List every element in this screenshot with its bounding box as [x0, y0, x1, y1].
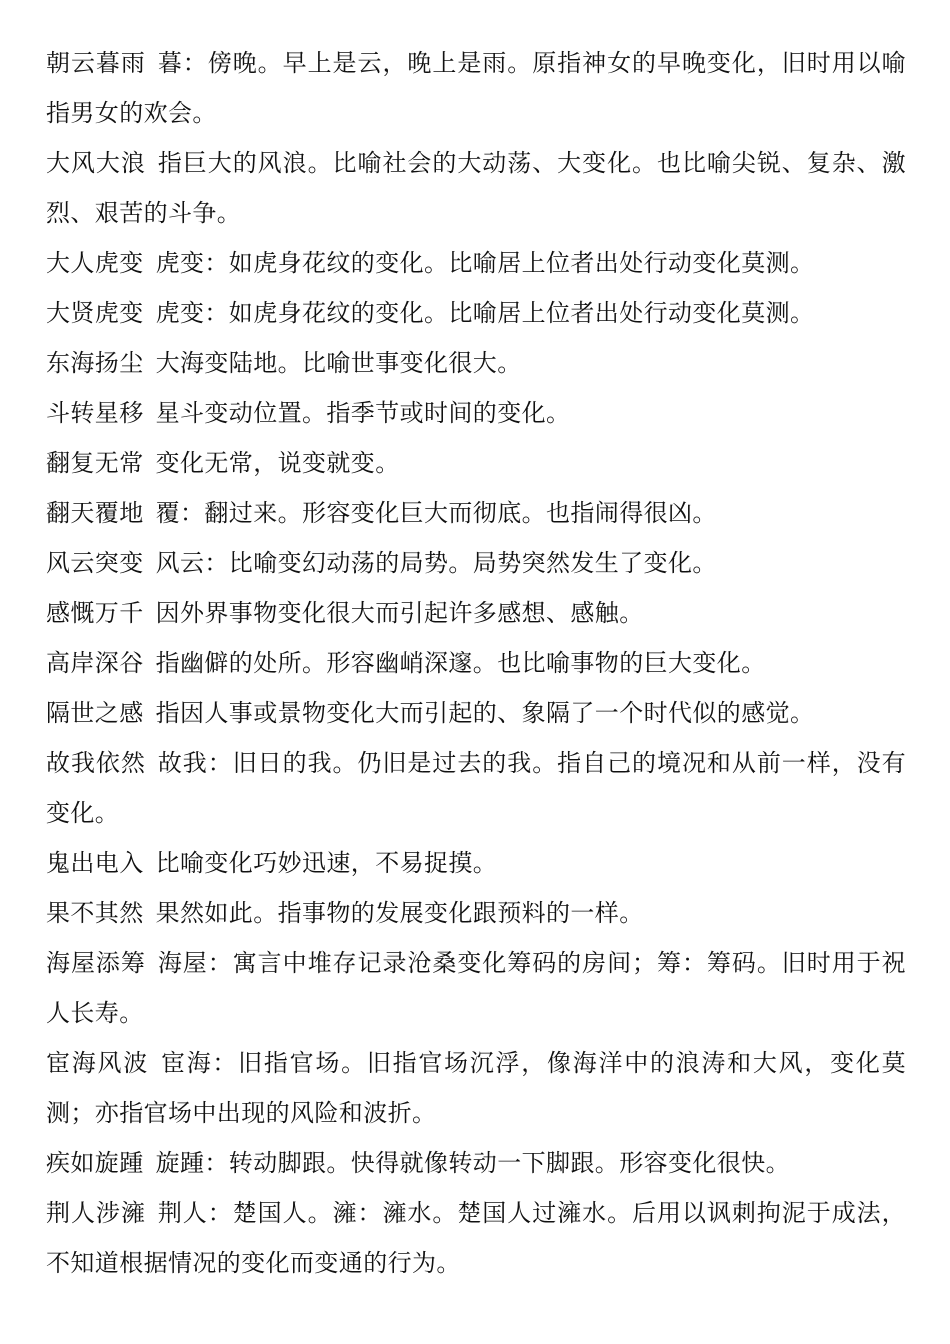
- idiom-definition: 星斗变动位置。指季节或时间的变化。: [155, 399, 571, 427]
- idiom-entry: [46, 288, 906, 338]
- idiom-entry: [46, 238, 906, 288]
- idiom-term: 宦海风波: [46, 1049, 149, 1077]
- idiom-term: 大风大浪: [46, 149, 146, 177]
- idiom-definition: 宦海：旧指官场。旧指官场沉浮，像海洋中的浪涛和大风，变化莫测；亦指官场中出现的风险和波折。: [46, 1049, 906, 1127]
- idiom-entry: [46, 388, 906, 438]
- idiom-term: 风云突变: [46, 549, 144, 577]
- idiom-definition: 虎变：如虎身花纹的变化。比喻居上位者出处行动变化莫测。: [155, 299, 815, 327]
- idiom-term: 高岸深谷: [46, 649, 144, 677]
- idiom-definition: 故我：旧日的我。仍旧是过去的我。指自己的境况和从前一样，没有变化。: [46, 749, 907, 827]
- idiom-definition: 覆：翻过来。形容变化巨大而彻底。也指闹得很凶。: [155, 499, 717, 527]
- idiom-entry: [46, 888, 906, 938]
- idiom-entry: [46, 838, 906, 888]
- idiom-entry: [46, 338, 906, 388]
- idiom-term: 翻天覆地: [46, 499, 144, 527]
- idiom-term: 大贤虎变: [46, 299, 144, 327]
- idiom-definition: 因外界事物变化很大而引起许多感想、感触。: [155, 599, 644, 627]
- idiom-entry: [46, 38, 906, 138]
- idiom-term: 斗转星移: [46, 399, 144, 427]
- idiom-term: 东海扬尘: [46, 349, 144, 377]
- idiom-term: 故我依然: [46, 749, 146, 777]
- idiom-entry: [46, 1188, 906, 1288]
- idiom-term: 感慨万千: [46, 599, 144, 627]
- idiom-entry: [46, 638, 906, 688]
- idiom-definition: 虎变：如虎身花纹的变化。比喻居上位者出处行动变化莫测。: [155, 249, 815, 277]
- idiom-entry: [46, 438, 906, 488]
- idiom-definition: 指幽僻的处所。形容幽峭深邃。也比喻事物的巨大变化。: [155, 649, 766, 677]
- idiom-entry: [46, 938, 906, 1038]
- idiom-term: 荆人涉澭: [46, 1199, 146, 1227]
- idiom-entry: [46, 738, 906, 838]
- idiom-definition: 荆人：楚国人。澭：澭水。楚国人过澭水。后用以讽刺拘泥于成法，不知道根据情况的变化而变通的行为。: [46, 1199, 907, 1277]
- idiom-definition: 暮：傍晚。早上是云，晚上是雨。原指神女的早晚变化，旧时用以喻指男女的欢会。: [46, 49, 907, 127]
- idiom-term: 朝云暮雨: [46, 49, 146, 77]
- idiom-term: 海屋添筹: [46, 949, 146, 977]
- idiom-term: 大人虎变: [46, 249, 144, 277]
- idiom-entry: [46, 538, 906, 588]
- idiom-entry: [46, 688, 906, 738]
- idiom-term: 疾如旋踵: [46, 1149, 144, 1177]
- idiom-term: 隔世之感: [46, 699, 144, 727]
- idiom-definition: 旋踵：转动脚跟。快得就像转动一下脚跟。形容变化很快。: [155, 1149, 791, 1177]
- idiom-definition: 指巨大的风浪。比喻社会的大动荡、大变化。也比喻尖锐、复杂、激烈、艰苦的斗争。: [46, 149, 907, 227]
- idiom-definition: 比喻变化巧妙迅速，不易捉摸。: [155, 849, 498, 877]
- idiom-definition: 指因人事或景物变化大而引起的、象隔了一个时代似的感觉。: [155, 699, 815, 727]
- idiom-term: 鬼出电入: [46, 849, 144, 877]
- idiom-definition: 风云：比喻变幻动荡的局势。局势突然发生了变化。: [155, 549, 717, 577]
- idiom-entry: [46, 1038, 906, 1138]
- idiom-definition: 海屋：寓言中堆存记录沧桑变化筹码的房间；筹：筹码。旧时用于祝人长寿。: [46, 949, 907, 1027]
- idiom-entry: [46, 138, 906, 238]
- idiom-entry: [46, 1138, 906, 1188]
- idiom-definition: 果然如此。指事物的发展变化跟预料的一样。: [155, 899, 644, 927]
- idiom-entry: [46, 488, 906, 538]
- idiom-term: 翻复无常: [46, 449, 144, 477]
- idiom-entry: [46, 588, 906, 638]
- idiom-definition: 变化无常，说变就变。: [155, 449, 400, 477]
- idiom-term: 果不其然: [46, 899, 144, 927]
- idiom-definition: 大海变陆地。比喻世事变化很大。: [155, 349, 522, 377]
